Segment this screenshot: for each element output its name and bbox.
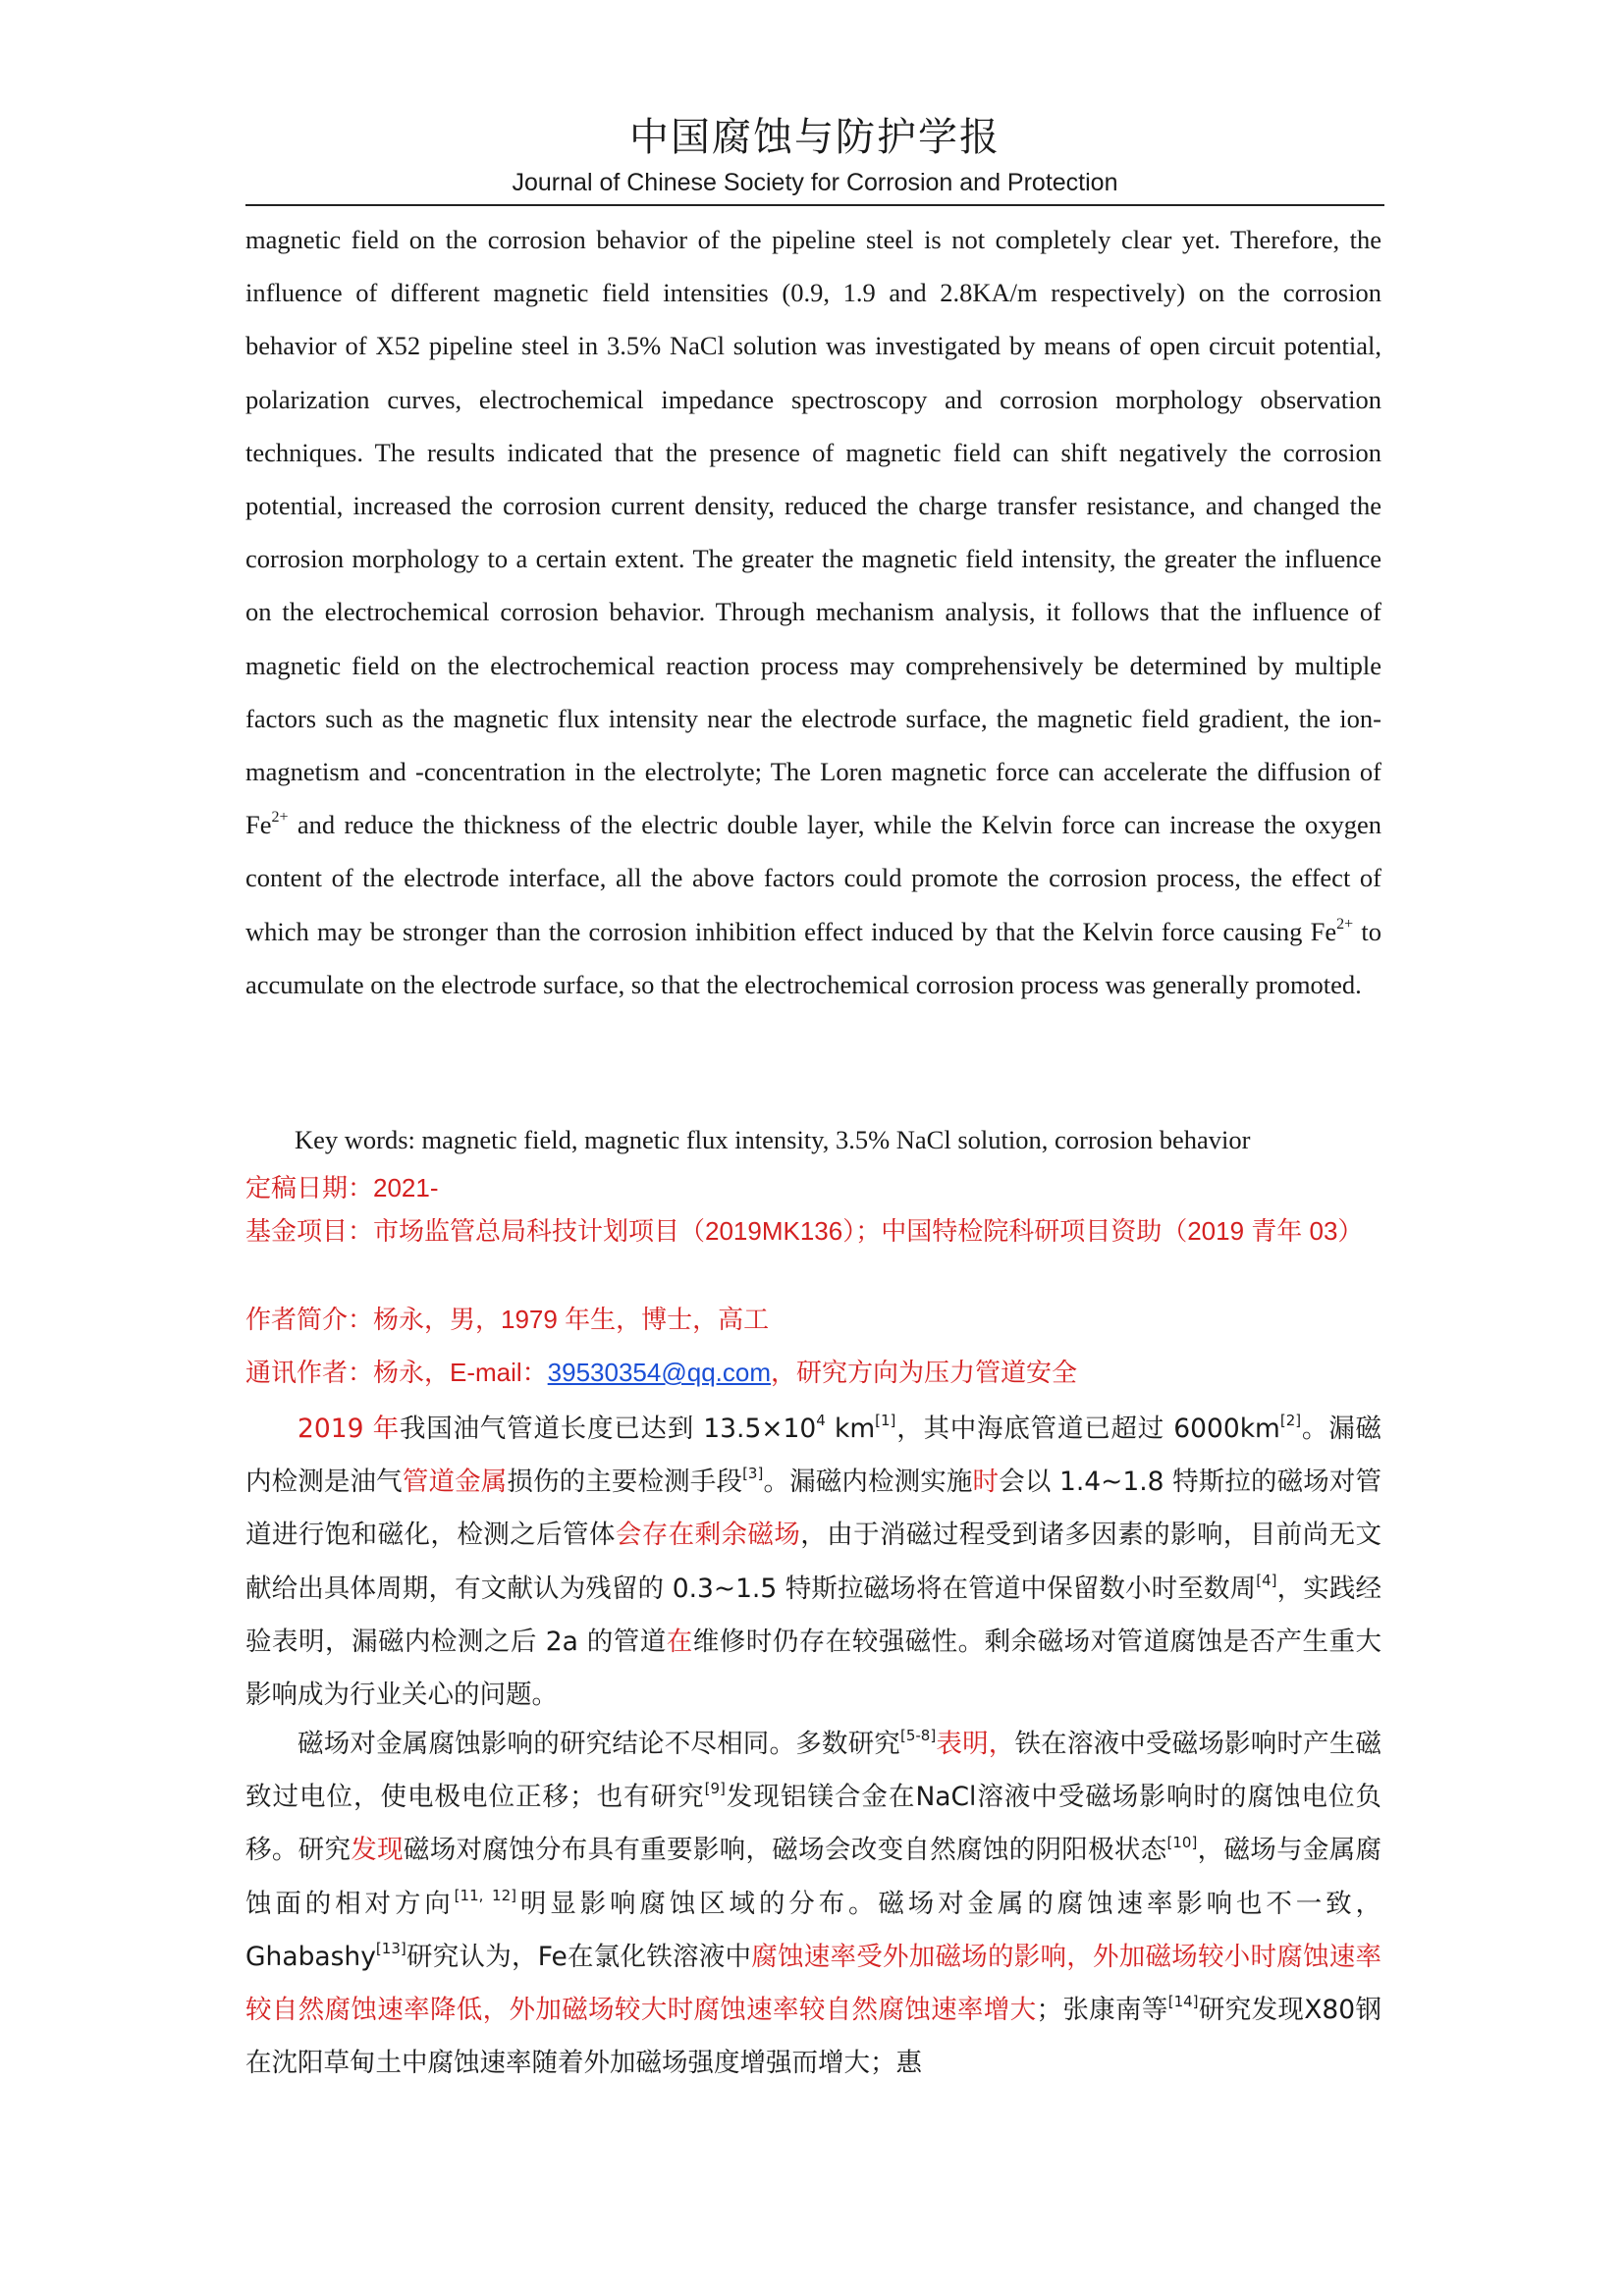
highlighted-text: 2019 年 xyxy=(298,1414,400,1444)
journal-title-en: Journal of Chinese Society for Corrosion and Protection xyxy=(512,169,1118,196)
highlighted-text: 发现 xyxy=(351,1835,404,1866)
body-text: ，其中海底管道已超过 6000km xyxy=(895,1414,1280,1444)
body-text: 。漏磁内检测实施 xyxy=(763,1467,973,1498)
journal-title-cn: 中国腐蚀与防护学报 xyxy=(629,115,1001,160)
email-link[interactable]: 39530354@qq.com xyxy=(547,1358,772,1387)
superscript: 2+ xyxy=(271,809,289,827)
body-paragraph-1 xyxy=(245,1403,1381,1722)
abstract-text: magnetic field on the corrosion behavior of the pipeline steel is not completely clear yet. Therefore, the influence of different magnetic field intensities (0.9, 1.9 and 2.8KA/m respectively) on the corrosion behavior of X52 pipeline steel in 3.5% NaCl solution was investigated by means of open circuit potential, polarization curves, electrochemical impedance spectroscopy and corrosion morphology observation techniques. The results indicated that the presence of magnetic field can shift negatively the corrosion potential, increased the corrosion current density, reduced the charge transfer resistance, and changed the corrosion morphology to a certain extent. The greater the magnetic field intensity, the greater the influence on the electrochemical corrosion behavior. Through mechanism analysis, it follows that the influence of magnetic field on the electrochemical reaction process may comprehensively be determined by multiple factors such as the magnetic flux intensity near the electrode surface, the magnetic field gradient, the ion-magnetism and -concentration in the electrolyte; The Loren magnetic force can accelerate the diffusion of Fe xyxy=(245,225,1381,840)
body-text: 铁在溶液中受磁场影响时产生磁致过电位，使电极电位正移；也有研究 xyxy=(245,1729,1382,1813)
citation: [5-8] xyxy=(899,1727,937,1745)
highlighted-text: 表明， xyxy=(936,1729,1015,1759)
highlighted-text: 腐蚀速率受外加磁场的影响，外加磁场较小时腐蚀速率较自然腐蚀速率降低，外加磁场较大时腐蚀速率较自然腐蚀速率增大 xyxy=(245,1941,1381,2026)
citation: [1] xyxy=(875,1412,896,1430)
citation: [9] xyxy=(704,1780,726,1798)
finalized-date: 定稿日期：2021- xyxy=(245,1173,439,1202)
abstract-text: and reduce the thickness of the electric double layer, while the Kelvin force can increase the oxygen content of the electrode interface, all the above factors could promote the corrosion process, the effect of which may be stronger than the corrosion inhibition effect induced by that the Kelvin force causing Fe xyxy=(245,810,1381,946)
research-direction: ，研究方向为压力管道安全 xyxy=(771,1358,1078,1387)
abstract-paragraph xyxy=(245,213,1381,1011)
keywords: Key words: magnetic field, magnetic flux intensity, 3.5% NaCl solution, corrosion behavior xyxy=(295,1125,1251,1154)
body-text: ，由于消磁过程受到诸多因素的影响，目前尚无文献给出具体周期，有文献认为残留的 0.3~1.5 特斯拉磁场将在管道中保留数小时至数周 xyxy=(245,1520,1382,1604)
citation: [4] xyxy=(1256,1571,1277,1589)
body-text: ，实践经验表明，漏磁内检测之后 2a 的管道 xyxy=(245,1573,1382,1657)
body-text: ；张康南等 xyxy=(1036,1995,1168,2026)
body-text: ，磁场与金属腐蚀面的相对方向 xyxy=(245,1835,1382,1919)
citation: [13] xyxy=(375,1939,406,1957)
body-paragraph-2 xyxy=(245,1718,1381,2090)
body-text: 我国油气管道长度已达到 13.5×10 xyxy=(399,1414,817,1444)
abstract-text: to accumulate on the electrode surface, so that the electrochemical corrosion process was generally promoted. xyxy=(245,916,1381,999)
corresponding-label: 通讯作者：杨永，E-mail： xyxy=(245,1358,548,1387)
highlighted-text: 时 xyxy=(972,1467,1000,1498)
superscript: 2+ xyxy=(1336,915,1354,933)
header-divider xyxy=(245,204,1384,206)
body-text: 发现铝镁合金在NaCl溶液中受磁场影响时的腐蚀电位负移。研究 xyxy=(245,1782,1381,1866)
author-info: 作者简介：杨永，男，1979 年生，博士，高工 xyxy=(245,1305,770,1334)
fund-info: 基金项目：市场监管总局科技计划项目（2019MK136）；中国特检院科研项目资助（2019 青年 03） xyxy=(245,1216,1364,1246)
body-text: km xyxy=(825,1414,876,1444)
body-text: 磁场对金属腐蚀影响的研究结论不尽相同。多数研究 xyxy=(298,1729,900,1759)
citation: [14] xyxy=(1167,1993,1199,2011)
body-text: 明显影响腐蚀区域的分布。磁场对金属的腐蚀速率影响也不一致，Ghabashy xyxy=(245,1888,1382,1972)
body-text: 磁场对腐蚀分布具有重要影响，磁场会改变自然腐蚀的阴阳极状态 xyxy=(403,1835,1167,1866)
body-text: 损伤的主要检测手段 xyxy=(507,1467,743,1498)
body-text: 会以 1.4~1.8 特斯拉的磁场对管道进行饱和磁化，检测之后管体 xyxy=(245,1467,1382,1551)
journal-header xyxy=(245,110,1384,200)
body-text: 研究发现X80钢在沈阳草甸土中腐蚀速率随着外加磁场强度增强而增大；惠 xyxy=(245,1995,1382,2079)
highlighted-text: 在 xyxy=(666,1626,693,1657)
citation: [10] xyxy=(1166,1833,1198,1851)
body-text: 研究认为，Fe在氯化铁溶液中 xyxy=(406,1941,752,1972)
citation: [3] xyxy=(742,1465,764,1483)
citation: [2] xyxy=(1279,1412,1302,1430)
citation: [11, 12] xyxy=(454,1886,516,1904)
body-text: 。漏磁内检测是油气 xyxy=(245,1414,1381,1498)
body-text: 维修时仍存在较强磁性。剩余磁场对管道腐蚀是否产生重大影响成为行业关心的问题。 xyxy=(245,1626,1382,1711)
corresponding-author xyxy=(245,1351,1384,1395)
superscript: 4 xyxy=(816,1412,826,1430)
highlighted-text: 会存在剩余磁场 xyxy=(615,1520,801,1551)
highlighted-text: 管道金属 xyxy=(402,1467,508,1498)
english-abstract xyxy=(245,213,1381,1011)
